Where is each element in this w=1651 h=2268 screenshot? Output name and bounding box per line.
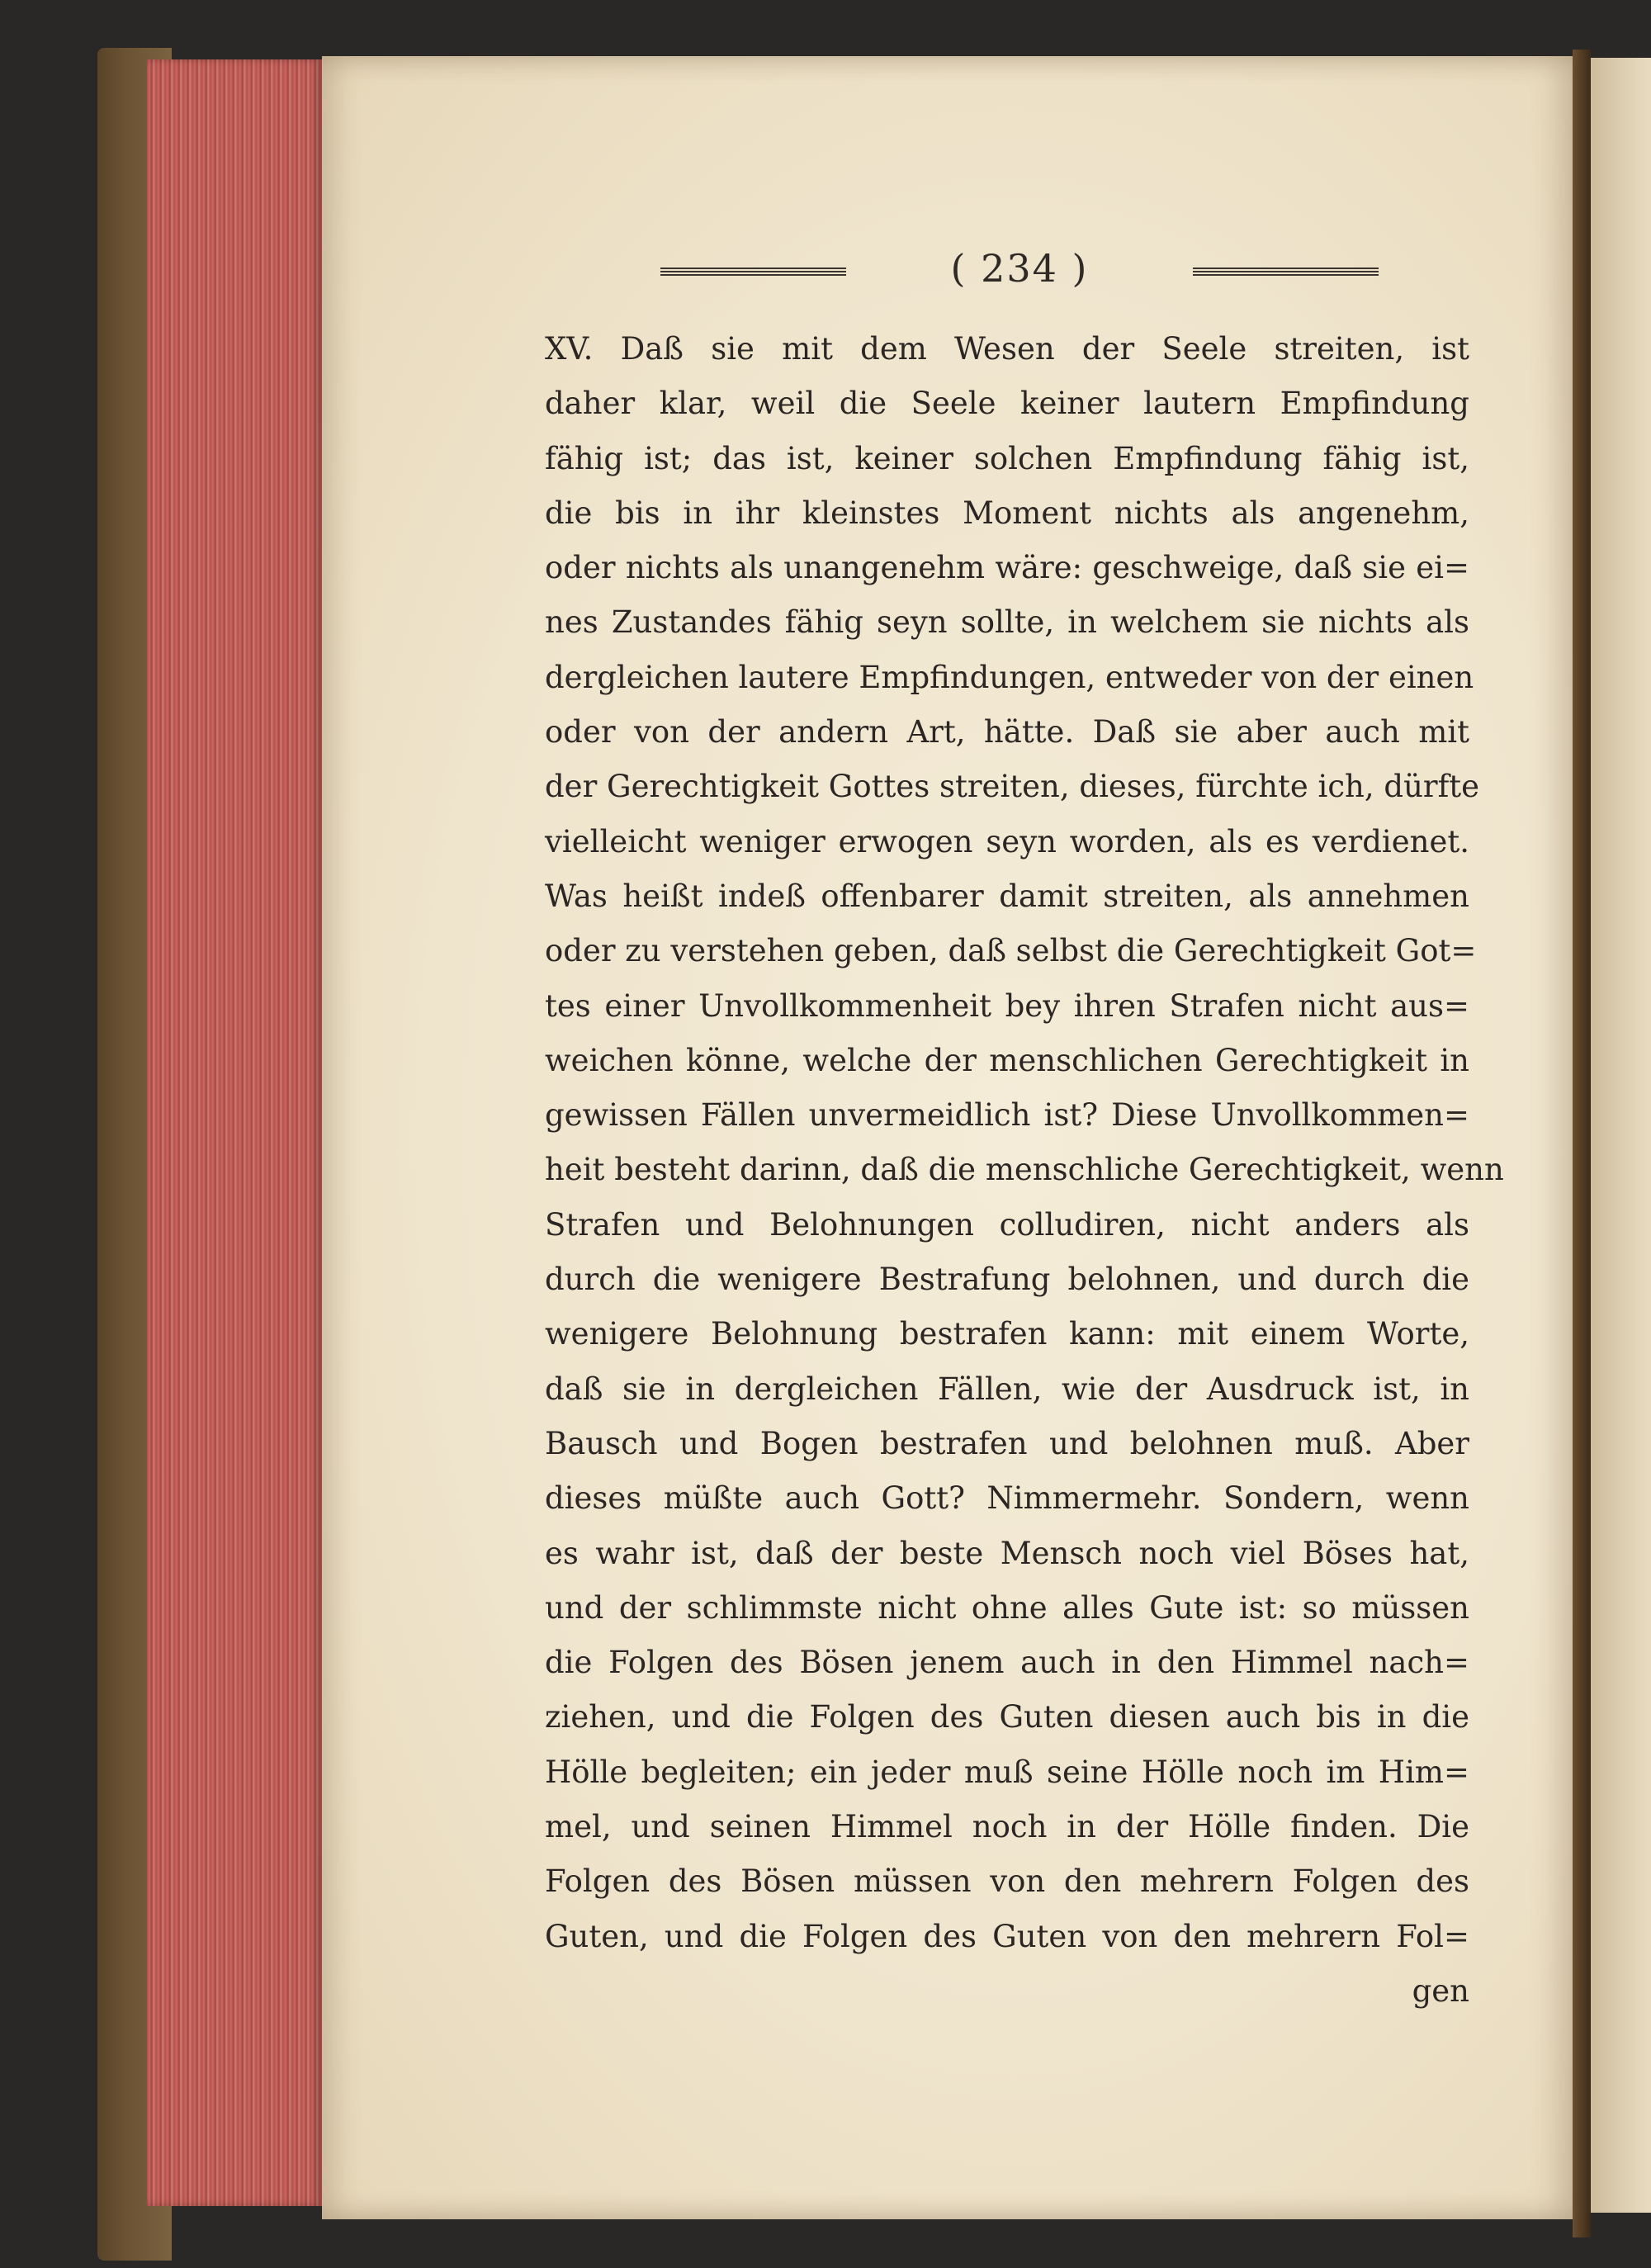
book-gutter xyxy=(1573,50,1591,2237)
text-line: und der schlimmste nicht ohne alles Gute ist: so müssen xyxy=(545,1589,1469,1626)
facing-page-edge xyxy=(1591,58,1651,2213)
text-line: weichen könne, welche der menschlichen Gerechtigkeit in xyxy=(545,1042,1469,1078)
text-line: daß sie in dergleichen Fällen, wie der Ausdruck ist, in xyxy=(545,1371,1469,1407)
text-line: die bis in ihr kleinstes Moment nichts als angenehm, xyxy=(545,495,1469,531)
text-line: fähig ist; das ist, keiner solchen Empfindung fähig ist, xyxy=(545,440,1469,476)
header-rule-left xyxy=(660,268,846,277)
text-line: oder nichts als unangenehm wäre: geschweige, daß sie ei= xyxy=(545,550,1469,586)
text-line: Guten, und die Folgen des Guten von den mehrern Fol= xyxy=(545,1918,1469,1954)
text-line: wenigere Belohnung bestrafen kann: mit einem Worte, xyxy=(545,1316,1469,1352)
text-line: oder von der andern Art, hätte. Daß sie aber auch mit xyxy=(545,714,1469,750)
catchword: gen xyxy=(1412,1972,1469,2009)
text-line: gewissen Fällen unvermeidlich ist? Diese Unvollkommen= xyxy=(545,1097,1469,1134)
text-line: durch die wenigere Bestrafung belohnen, und durch die xyxy=(545,1262,1469,1298)
text-line: Hölle begleiten; ein jeder muß seine Hölle noch im Him= xyxy=(545,1754,1469,1790)
text-line: ziehen, und die Folgen des Guten diesen auch bis in die xyxy=(545,1699,1469,1735)
page-body-text xyxy=(545,322,1504,2019)
text-line: heit besteht darinn, daß die menschliche Gerechtigkeit, wenn xyxy=(545,1152,1504,1188)
page-edges-red xyxy=(147,59,322,2206)
page-number: ( 234 ) xyxy=(950,246,1089,291)
text-line: daher klar, weil die Seele keiner lautern Empfindung xyxy=(545,386,1469,422)
header-rule-right xyxy=(1193,268,1379,277)
text-line: der Gerechtigkeit Gottes streiten, dieses, fürchte ich, dürfte xyxy=(545,769,1480,805)
text-line: dieses müßte auch Gott? Nimmermehr. Sondern, wenn xyxy=(545,1480,1469,1517)
text-line: Was heißt indeß offenbarer damit streiten, als annehmen xyxy=(545,878,1469,914)
text-line: Bausch und Bogen bestrafen und belohnen muß. Aber xyxy=(545,1425,1469,1461)
text-line: mel, und seinen Himmel noch in der Hölle finden. Die xyxy=(545,1809,1469,1845)
text-line: es wahr ist, daß der beste Mensch noch viel Böses hat, xyxy=(545,1535,1469,1571)
text-line: die Folgen des Bösen jenem auch in den Himmel nach= xyxy=(545,1645,1469,1681)
text-line: XV. Daß sie mit dem Wesen der Seele streiten, ist xyxy=(545,331,1469,367)
text-line: Strafen und Belohnungen colludiren, nicht anders als xyxy=(545,1206,1469,1243)
text-line: oder zu verstehen geben, daß selbst die Gerechtigkeit Got= xyxy=(545,933,1477,969)
text-line: Folgen des Bösen müssen von den mehrern Folgen des xyxy=(545,1863,1469,1900)
page-header xyxy=(660,246,1379,296)
text-line: dergleichen lautere Empfindungen, entweder von der einen xyxy=(545,659,1474,695)
text-line: tes einer Unvollkommenheit bey ihren Strafen nicht aus= xyxy=(545,987,1469,1024)
text-line: nes Zustandes fähig seyn sollte, in welchem sie nichts als xyxy=(545,604,1469,641)
text-line: vielleicht weniger erwogen seyn worden, als es verdienet. xyxy=(545,823,1469,859)
